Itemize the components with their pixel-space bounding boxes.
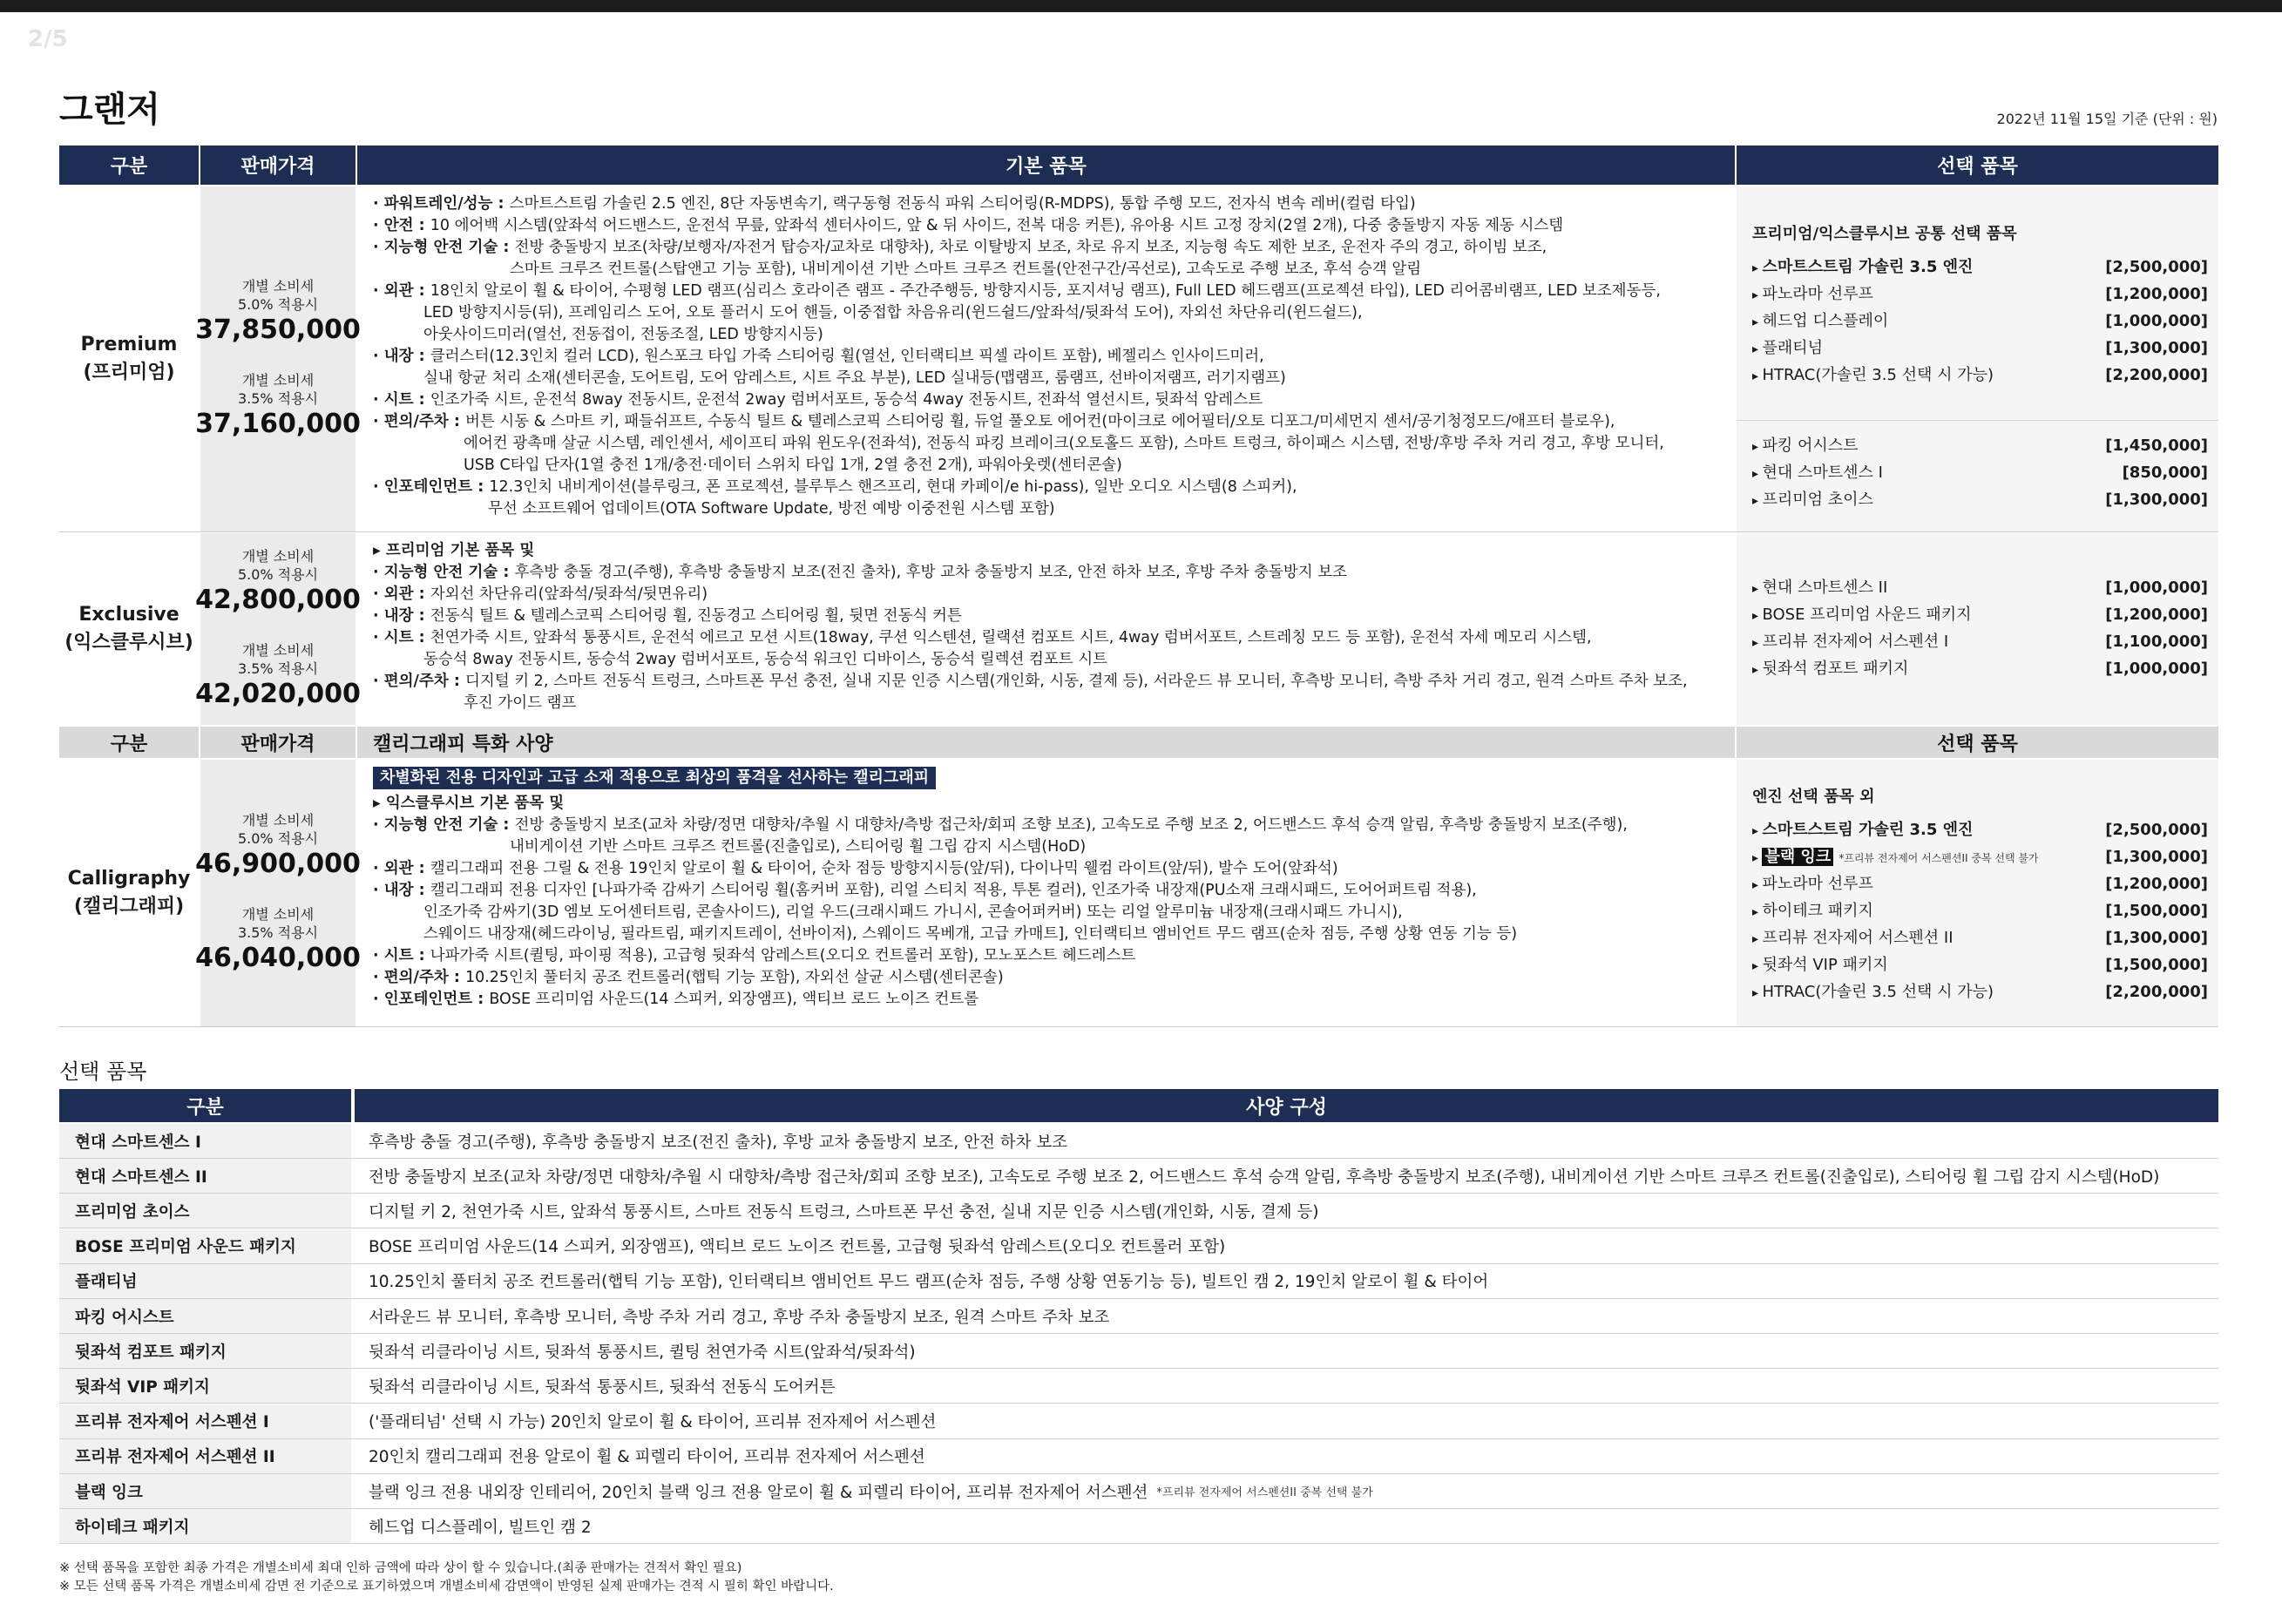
price-value: 42,020,000 [195,679,361,709]
option-package-spec: 서라운드 뷰 모니터, 후측방 모니터, 측방 주차 거리 경고, 후방 주차 충돌방지 보조, 원격 스마트 주차 보조 [369,1308,1110,1327]
option-name: 뒷좌석 VIP 패키지 [1762,956,1888,974]
feature-key: · 인포테인먼트 : [373,478,490,496]
feature-continuation: 아웃사이드미러(열선, 전동접이, 전동조절, LED 방향지시등) [423,326,823,343]
option-package-spec: ('플래티넘' 선택 시 가능) 20인치 알로이 휠 & 타이어, 프리뷰 전자제어 서스펜션 [369,1413,937,1432]
option-item [1752,952,2208,979]
table-row [59,1264,2218,1299]
bullet-arrow-icon: ▸ [1752,959,1763,973]
feature-line [373,259,1719,281]
feature-value: 클러스터(12.3인치 컬러 LCD), 원스포크 타입 가죽 스티어링 휠(열선, 인터랙티브 픽셀 라이트 포함), 베젤리스 인사이드미러, [430,348,1264,365]
option-price: [1,200,000] [2105,606,2208,624]
feature-value: 스마트스트림 가솔린 2.5 엔진, 8단 자동변속기, 랙구동형 전동식 파워 스티어링(R-MDPS), 통합 주행 모드, 전자식 변속 레버(컬럼 타입) [509,195,1416,213]
feature-continuation: 무선 소프트웨어 업데이트(OTA Software Update, 방전 예방 이중전원 시스템 포함) [488,500,1055,518]
option-name: 뒷좌석 컴포트 패키지 [1762,660,1909,678]
option-item [1752,871,2208,898]
subheader-options: 선택 품목 [1737,727,2218,758]
option-package-spec-cell [353,1229,2218,1263]
footnotes [59,1560,834,1596]
price-value: 46,040,000 [195,943,361,973]
option-price: [1,300,000] [2105,929,2208,947]
price-value: 42,800,000 [195,585,361,615]
option-name: BOSE 프리미엄 사운드 패키지 [1762,606,1972,624]
bullet-arrow-icon: ▸ [1752,582,1763,596]
option-item [1752,575,2208,602]
option-name: 헤드업 디스플레이 [1762,312,1889,330]
table-row [59,1404,2218,1439]
option-name: 블랙 잉크 [1762,848,1833,866]
bullet-arrow-icon: ▸ [1752,467,1763,481]
feature-value: 버튼 시동 & 스마트 키, 패들쉬프트, 수동식 틸트 & 텔레스코픽 스티어링 휠, 듀얼 풀오토 에어컨(마이크로 에어필터/오토 디포그/미세먼지 센서/공기청정모드/애프터 블로우), [464,413,1615,430]
option-name-wrap [1752,433,1859,460]
bullet-arrow-icon: ▸ [1752,851,1763,865]
option-price: [2,200,000] [2105,983,2208,1001]
bullet-arrow-icon: ▸ [1752,932,1763,946]
feature-line [373,627,1719,649]
option-name-wrap [1752,871,1873,898]
option-price: [1,200,000] [2105,285,2208,303]
option-note: *프리뷰 전자제어 서스펜션II 중복 선택 불가 [1838,852,2039,864]
feature-key: · 시트 : [373,391,430,409]
feature-line [373,455,1719,477]
bullet-arrow-icon: ▸ [1752,494,1763,508]
option-name-wrap [1752,925,1954,952]
option-name-wrap [1752,254,1973,281]
option-package-spec-cell [353,1404,2218,1438]
feature-continuation: 스마트 크루즈 컨트롤(스탑앤고 기능 포함), 내비게이션 기반 스마트 크루즈 컨트롤(안전구간/곡선로), 고속도로 주행 보조, 후석 승객 알림 [510,261,1422,278]
feature-line [373,193,1719,215]
feature-value: 전방 충돌방지 보조(교차 차량/정면 대향차/추월 시 대향차/측방 접근차/회피 조향 보조), 고속도로 주행 보조 2, 어드밴스드 후석 승객 알림, 후측방 충돌방지 보조(주행), [514,816,1628,834]
feature-key: · 내장 : [373,348,430,365]
feature-key: ▸ 익스클루시브 기본 품목 및 [373,795,565,812]
footnote: ※ 선택 품목을 포함한 최종 가격은 개별소비세 최대 인하 금액에 따라 상이 할 수 있습니다.(최종 판매가는 견적서 확인 필요) [59,1561,742,1575]
trim-name-ko: (캘리그래피) [73,896,185,917]
option-name: 프리뷰 전자제어 서스펜션 I [1762,633,1949,651]
option-package-spec: 후측방 충돌 경고(주행), 후측방 충돌방지 보조(전진 출차), 후방 교차 충돌방지 보조, 안전 하차 보조 [369,1133,1068,1152]
subheader-price: 판매가격 [200,727,356,758]
tax-label: 개별 소비세 [241,906,315,923]
bullet-arrow-icon: ▸ [1752,663,1763,677]
trim-exclusive [59,533,199,725]
feature-line [373,302,1719,324]
option-package-note: *프리뷰 전자제어 서스펜션II 중복 선택 불가 [1156,1486,1373,1499]
tax-label: 개별 소비세 [241,642,315,659]
option-name-wrap [1752,656,1908,683]
option-package-spec: BOSE 프리미엄 사운드(14 스피커, 외장앰프), 액티브 로드 노이즈 컨트롤, 고급형 뒷좌석 암레스트(오디오 컨트롤러 포함) [369,1238,1226,1257]
feature-line [373,584,1719,606]
feature-value: 후측방 충돌 경고(주행), 후측방 충돌방지 보조(전진 출차), 후방 교차 충돌방지 보조, 안전 하차 보조, 후방 주차 충돌방지 보조 [514,564,1348,581]
feature-key: · 외관 : [373,282,430,300]
bullet-arrow-icon: ▸ [1752,824,1763,838]
option-price: [1,300,000] [2105,491,2208,509]
feature-value: 캘리그래피 전용 디자인 [나파가죽 감싸기 스티어링 휠(홈커버 포함), 리얼 스티치 적용, 투톤 컬러), 인조가죽 내장재(PU소재 크래시패드, 도어어퍼트림 적용), [430,882,1477,899]
feature-line [373,477,1719,498]
option-item [1752,979,2208,1006]
option-name-wrap [1752,487,1873,514]
table-row [59,1194,2218,1228]
option-name-wrap [1752,281,1873,308]
option-item [1752,460,2208,487]
trim-name-ko: (프리미엄) [83,362,175,383]
options-table-col2: 사양 구성 [355,1089,2218,1122]
feature-continuation: LED 방향지시등(뒤), 프레임리스 도어, 오토 플러시 도어 핸들, 이중접합 차음유리(윈드쉴드/앞좌석/뒷좌석 도어), 자외선 차단유리(윈드쉴드), [423,304,1363,321]
option-item [1752,487,2208,514]
feature-value: 자외선 차단유리(앞좌석/뒷좌석/뒷면유리) [430,585,708,603]
feature-line [373,281,1719,302]
options-premium [1737,186,2218,531]
table-row [59,1509,2218,1544]
option-package-name: 프리뷰 전자제어 서스펜션 II [59,1439,353,1473]
feature-line [373,324,1719,346]
option-package-spec-cell [353,1159,2218,1193]
feature-line [373,945,1719,967]
table-row [59,1474,2218,1509]
option-price: [1,450,000] [2105,436,2208,455]
bullet-arrow-icon: ▸ [1752,636,1763,650]
option-package-spec-cell [353,1369,2218,1403]
options-section-title: 선택 품목 [59,1059,147,1084]
feature-value: 전방 충돌방지 보조(차량/보행자/자전거 탑승자/교차로 대향차), 차로 이탈방지 보조, 차로 유지 보조, 지능형 속도 제한 보조, 운전자 주의 경고, 하이빔 보조, [514,239,1547,256]
tax-label: 개별 소비세 [241,812,315,829]
option-name: 현대 스마트센스 II [1762,579,1888,597]
header-price: 판매가격 [200,145,356,185]
option-price: [850,000] [2122,464,2208,482]
option-name: HTRAC(가솔린 3.5 선택 시 가능) [1762,366,1994,384]
option-name-wrap [1752,817,1973,844]
bullet-arrow-icon: ▸ [1752,609,1763,623]
options-group-title: 프리미엄/익스클루시브 공통 선택 품목 [1752,225,2017,243]
feature-continuation: 동승석 8way 전동시트, 동승석 2way 럼버서포트, 동승석 워크인 디바이스, 동승석 릴렉션 컴포트 시트 [423,651,1108,668]
option-name: 프리뷰 전자제어 서스펜션 II [1762,929,1954,947]
feature-line [373,858,1719,880]
price-exclusive [195,533,361,725]
option-package-spec: 뒷좌석 리클라이닝 시트, 뒷좌석 통풍시트, 퀼팅 천연가죽 시트(앞좌석/뒷좌석) [369,1343,916,1362]
option-package-spec: 헤드업 디스플레이, 빌트인 캠 2 [369,1518,592,1537]
feature-line [373,389,1719,411]
trim-name: Calligraphy [67,868,191,890]
option-price: [2,500,000] [2105,258,2208,276]
table-row [59,1229,2218,1264]
option-item [1752,335,2208,362]
option-item [1752,925,2208,952]
option-package-spec-cell [353,1264,2218,1298]
table-row [59,1159,2218,1194]
feature-value: 인조가죽 시트, 운전석 8way 전동시트, 운전석 2way 럼버서포트, 동승석 4way 전동시트, 전좌석 열선시트, 뒷좌석 암레스트 [430,391,1263,409]
feature-value: 10 에어백 시스템(앞좌석 어드밴스드, 운전석 무릎, 앞좌석 센터사이드, 앞 & 뒤 사이드, 전복 대응 커튼), 유아용 시트 고정 장치(2열 2개), 다중 충돌방지 자동 제동 시스템 [430,217,1564,234]
option-package-name: 파킹 어시스트 [59,1299,353,1333]
option-item [1752,254,2208,281]
feature-value: 디지털 키 2, 스마트 전동식 트렁크, 스마트폰 무선 충전, 실내 지문 인증 시스템(개인화, 시동, 결제 등), 서라운드 뷰 모니터, 후측방 모니터, 측방 주차 거리 경고, 원격 스마트 주차 보조, [464,673,1688,690]
feature-line [373,693,1719,714]
feature-key: · 내장 : [373,607,430,625]
option-name: HTRAC(가솔린 3.5 선택 시 가능) [1762,983,1994,1001]
option-package-spec-cell [353,1124,2218,1158]
tax-rate-label: 3.5% 적용시 [237,660,319,677]
option-package-name: 프리뷰 전자제어 서스펜션 I [59,1404,353,1438]
option-item [1752,898,2208,925]
option-name-wrap [1752,575,1887,602]
feature-continuation: 에어컨 광촉매 살균 시스템, 레인센서, 세이프티 파워 윈도우(전좌석), 전동식 파킹 브레이크(오토홀드 포함), 스마트 트렁크, 하이패스 시스템, 전방/후방 주차 거리 경고, 후방 모니터, [464,435,1664,452]
bullet-arrow-icon: ▸ [1752,986,1763,1000]
option-item [1752,817,2208,844]
option-item [1752,629,2208,656]
feature-key: · 편의/주차 : [373,413,465,430]
option-name: 파노라마 선루프 [1762,875,1873,893]
options-exclusive [1737,533,2218,725]
option-package-spec: 디지털 키 2, 천연가죽 시트, 앞좌석 통풍시트, 스마트 전동식 트렁크, 스마트폰 무선 충전, 실내 지문 인증 시스템(개인화, 시동, 결제 등) [369,1202,1319,1221]
feature-line [373,368,1719,389]
option-package-name: 현대 스마트센스 II [59,1159,353,1193]
options-table-col1: 구분 [59,1089,353,1122]
features-premium [357,186,1735,531]
feature-line [373,671,1719,693]
feature-key: · 내장 : [373,882,430,899]
option-item [1752,602,2208,629]
bullet-arrow-icon: ▸ [1752,261,1763,275]
feature-key: · 편의/주차 : [373,673,465,690]
table-row [59,1369,2218,1404]
option-package-spec-cell [353,1509,2218,1543]
subheader-category: 구분 [59,727,199,758]
feature-value: 10.25인치 풀터치 공조 컨트롤러(햅틱 기능 포함), 자외선 살균 시스템(센터콘솔) [464,969,1004,986]
option-item [1752,844,2208,871]
bullet-arrow-icon: ▸ [1752,905,1763,919]
feature-key: · 편의/주차 : [373,969,465,986]
option-package-name: 블랙 잉크 [59,1474,353,1508]
option-price: [1,500,000] [2105,902,2208,920]
option-name: 플래티넘 [1762,339,1824,357]
feature-value: 12.3인치 내비게이션(블루링크, 폰 프로젝션, 블루투스 핸즈프리, 현대 카페이/e hi-pass), 일반 오디오 시스템(8 스피커), [489,478,1297,496]
feature-line [373,411,1719,433]
feature-continuation: 실내 항균 처리 소재(센터콘솔, 도어트림, 도어 암레스트, 시트 주요 부분), LED 실내등(맵램프, 룸램프, 선바이저램프, 러기지램프) [423,369,1286,387]
option-package-spec-cell [353,1474,2218,1508]
feature-line [373,215,1719,237]
feature-line [373,815,1719,836]
option-name: 스마트스트림 가솔린 3.5 엔진 [1762,258,1974,276]
option-name-wrap [1752,602,1972,629]
feature-value: 전동식 틸트 & 텔레스코픽 스티어링 휠, 진동경고 스티어링 휠, 뒷면 전동식 커튼 [430,607,962,625]
price-value: 37,160,000 [195,409,361,439]
feature-continuation: 후진 가이드 램프 [464,694,577,712]
table-row [59,1334,2218,1369]
options-group-title: 엔진 선택 품목 외 [1752,788,1875,806]
feature-value: 나파가죽 시트(퀼팅, 파이핑 적용), 고급형 뒷좌석 암레스트(오디오 컨트롤러 포함), 모노포스트 헤드레스트 [430,947,1136,964]
tax-rate-label: 5.0% 적용시 [237,566,319,583]
option-name: 파노라마 선루프 [1762,285,1873,303]
option-name-wrap [1752,308,1888,335]
option-package-spec: 10.25인치 풀터치 공조 컨트롤러(햅틱 기능 포함), 인터랙티브 앰비언트 무드 램프(순차 점등, 주행 상황 연동기능 등), 빌트인 캠 2, 19인치 알로이 휠 & 타이어 [369,1273,1489,1292]
footnote: ※ 모든 선택 품목 가격은 개별소비세 감면 전 기준으로 표기하였으며 개별소비세 감면액이 반영된 실제 판매가는 견적 시 필히 확인 바랍니다. [59,1580,834,1594]
price-premium [195,186,361,531]
feature-value: 천연가죽 시트, 앞좌석 통풍시트, 운전석 에르고 모션 시트(18way, 쿠션 익스텐션, 릴랙션 컴포트 시트, 4way 럼버서포트, 스트레칭 모드 등 포함), 운전석 자세 메모리 시스템, [430,629,1592,646]
table-row [59,1124,2218,1159]
feature-key: · 안전 : [373,217,430,234]
row-divider [59,1026,2218,1027]
feature-line [373,836,1719,858]
bullet-arrow-icon: ▸ [1752,342,1763,356]
price-value: 37,850,000 [195,315,361,345]
subheader-special: 캘리그래피 특화 사양 [357,727,1735,758]
feature-value: 18인치 알로이 휠 & 타이어, 수평형 LED 램프(심리스 호라이즌 램프 - 주간주행등, 방향지시등, 포지셔닝 램프), Full LED 헤드램프(프로젝션 타입), LED 리어콤비램프, LED 보조제동등, [430,282,1661,300]
option-package-name: 현대 스마트센스 I [59,1124,353,1158]
features-exclusive [357,533,1735,725]
feature-line [373,540,1719,562]
option-name-wrap [1752,335,1823,362]
tax-label: 개별 소비세 [241,372,315,389]
option-item [1752,433,2208,460]
feature-line [373,433,1719,455]
option-price: [2,200,000] [2105,366,2208,384]
tax-label: 개별 소비세 [241,548,315,565]
option-name-wrap [1752,362,1994,389]
feature-key: · 지능형 안전 기술 : [373,564,515,581]
option-name-wrap [1752,844,2039,871]
feature-continuation: 인조가죽 감싸기(3D 엠보 도어센터트림, 콘솔사이드), 리얼 우드(크래시패드 가니시, 콘솔어퍼커버) 또는 리얼 알루미늄 내장재(크래시패드 가니시), [423,903,1403,921]
feature-line [373,793,1719,815]
trim-premium [59,186,199,531]
feature-continuation: 내비게이션 기반 스마트 크루즈 컨트롤(진출입로), 스티어링 휠 그립 감지 시스템(HoD) [510,838,1087,856]
trim-name: Exclusive [78,604,179,626]
price-calligraphy [195,760,361,1026]
option-price: [1,000,000] [2105,312,2208,330]
option-name: 프리미엄 초이스 [1762,491,1873,509]
feature-continuation: 스웨이드 내장재(헤드라이닝, 필라트림, 패키지트레이, 선바이저), 스웨이드 목베개, 고급 카매트], 인터랙티브 앰비언트 무드 램프(순차 점등, 주행 상황 연동 기능 등) [423,925,1518,943]
feature-line [373,989,1719,1011]
price-value: 46,900,000 [195,849,361,879]
option-price: [1,000,000] [2105,660,2208,678]
tax-label: 개별 소비세 [241,278,315,294]
features-calligraphy [357,760,1735,1026]
feature-key: · 시트 : [373,629,430,646]
option-package-spec-cell [353,1334,2218,1368]
option-price: [2,500,000] [2105,821,2208,839]
option-package-name: 하이테크 패키지 [59,1509,353,1543]
feature-value: 캘리그래피 전용 그릴 & 전용 19인치 알로이 휠 & 타이어, 순차 점등 방향지시등(앞/뒤), 다이나믹 웰컴 라이트(앞/뒤), 발수 도어(앞좌석) [430,860,1338,877]
calligraphy-banner: 차별화된 전용 디자인과 고급 소재 적용으로 최상의 품격을 선사하는 캘리그래피 [373,767,936,789]
option-package-spec-cell [353,1194,2218,1228]
option-price: [1,000,000] [2105,579,2208,597]
option-price: [1,100,000] [2105,633,2208,651]
bullet-arrow-icon: ▸ [1752,440,1763,454]
bullet-arrow-icon: ▸ [1752,369,1763,383]
feature-line [373,880,1719,902]
option-item [1752,656,2208,683]
option-price: [1,500,000] [2105,956,2208,974]
option-name-wrap [1752,629,1948,656]
feature-key: · 시트 : [373,947,430,964]
feature-key: · 외관 : [373,585,430,603]
feature-key: · 파워트레인/성능 : [373,195,510,213]
bullet-arrow-icon: ▸ [1752,878,1763,892]
trim-name-ko: (익스클루시브) [64,632,193,653]
tax-rate-label: 5.0% 적용시 [237,296,319,313]
option-package-spec: 전방 충돌방지 보조(교차 차량/정면 대향차/추월 시 대향차/측방 접근차/회피 조향 보조), 고속도로 주행 보조 2, 어드밴스드 후석 승객 알림, 후측방 충돌방지 보조(주행), 내비게이션 기반 스마트 크루즈 컨트롤(진출입로), 스티어링 휠 그립 감지 시스템(HoD) [369,1167,2160,1187]
option-name: 스마트스트림 가솔린 3.5 엔진 [1762,821,1974,839]
option-item [1752,362,2208,389]
option-price: [1,200,000] [2105,875,2208,893]
table-row [59,1299,2218,1334]
option-name-wrap [1752,979,1994,1006]
option-name-wrap [1752,460,1883,487]
feature-line [373,606,1719,627]
feature-line [373,967,1719,989]
trim-calligraphy [59,760,199,1026]
feature-line [373,902,1719,924]
page-title: 그랜저 [59,90,160,130]
feature-key: · 지능형 안전 기술 : [373,239,515,256]
option-name-wrap [1752,898,1873,925]
bullet-arrow-icon: ▸ [1752,315,1763,329]
feature-line [373,649,1719,671]
option-package-name: 플래티넘 [59,1264,353,1298]
tax-rate-label: 3.5% 적용시 [237,390,319,407]
option-name: 하이테크 패키지 [1762,902,1873,920]
option-package-name: 뒷좌석 VIP 패키지 [59,1369,353,1403]
feature-key: · 지능형 안전 기술 : [373,816,515,834]
row-divider [59,531,2218,532]
option-name: 파킹 어시스트 [1762,436,1859,455]
tax-rate-label: 3.5% 적용시 [237,924,319,941]
top-bar [0,0,2282,12]
option-package-spec-cell [353,1439,2218,1473]
option-item [1752,281,2208,308]
feature-key: ▸ 프리미엄 기본 품목 및 [373,542,535,559]
feature-key: · 외관 : [373,860,430,877]
option-package-name: 프리미엄 초이스 [59,1194,353,1228]
header-basic-items: 기본 품목 [357,145,1735,185]
option-package-spec: 뒷좌석 리클라이닝 시트, 뒷좌석 통풍시트, 뒷좌석 전동식 도어커튼 [369,1377,836,1397]
option-package-spec-cell [353,1299,2218,1333]
header-category: 구분 [59,145,199,185]
option-package-spec: 블랙 잉크 전용 내외장 인테리어, 20인치 블랙 잉크 전용 알로이 휠 & 피렐리 타이어, 프리뷰 전자제어 서스펜션 [369,1483,1148,1502]
feature-line [373,498,1719,520]
date-note: 2022년 11월 15일 기준 (단위 : 원) [1996,111,2218,127]
feature-continuation: USB C타입 단자(1열 충전 1개/충전·데이터 스위치 타입 1개, 2열 충전 2개), 파워아웃렛(센터콘솔) [464,457,1122,474]
option-name: 현대 스마트센스 I [1762,464,1883,482]
option-item [1752,308,2208,335]
page-number: 2/5 [28,26,68,52]
feature-key: · 인포테인먼트 : [373,991,490,1008]
tax-rate-label: 5.0% 적용시 [237,830,319,847]
table-row [59,1439,2218,1474]
feature-line [373,346,1719,368]
option-package-name: BOSE 프리미엄 사운드 패키지 [59,1229,353,1263]
trim-name: Premium [80,334,178,355]
feature-line [373,562,1719,584]
feature-value: BOSE 프리미엄 사운드(14 스피커, 외장앰프), 액티브 로드 노이즈 컨트롤 [489,991,979,1008]
feature-line [373,924,1719,945]
bullet-arrow-icon: ▸ [1752,288,1763,302]
options-calligraphy [1737,760,2218,1026]
option-price: [1,300,000] [2105,848,2208,866]
option-price: [1,300,000] [2105,339,2208,357]
option-package-name: 뒷좌석 컴포트 패키지 [59,1334,353,1368]
option-package-spec: 20인치 캘리그래피 전용 알로이 휠 & 피렐리 타이어, 프리뷰 전자제어 서스펜션 [369,1448,925,1467]
option-name-wrap [1752,952,1888,979]
header-options: 선택 품목 [1737,145,2218,185]
feature-line [373,237,1719,259]
